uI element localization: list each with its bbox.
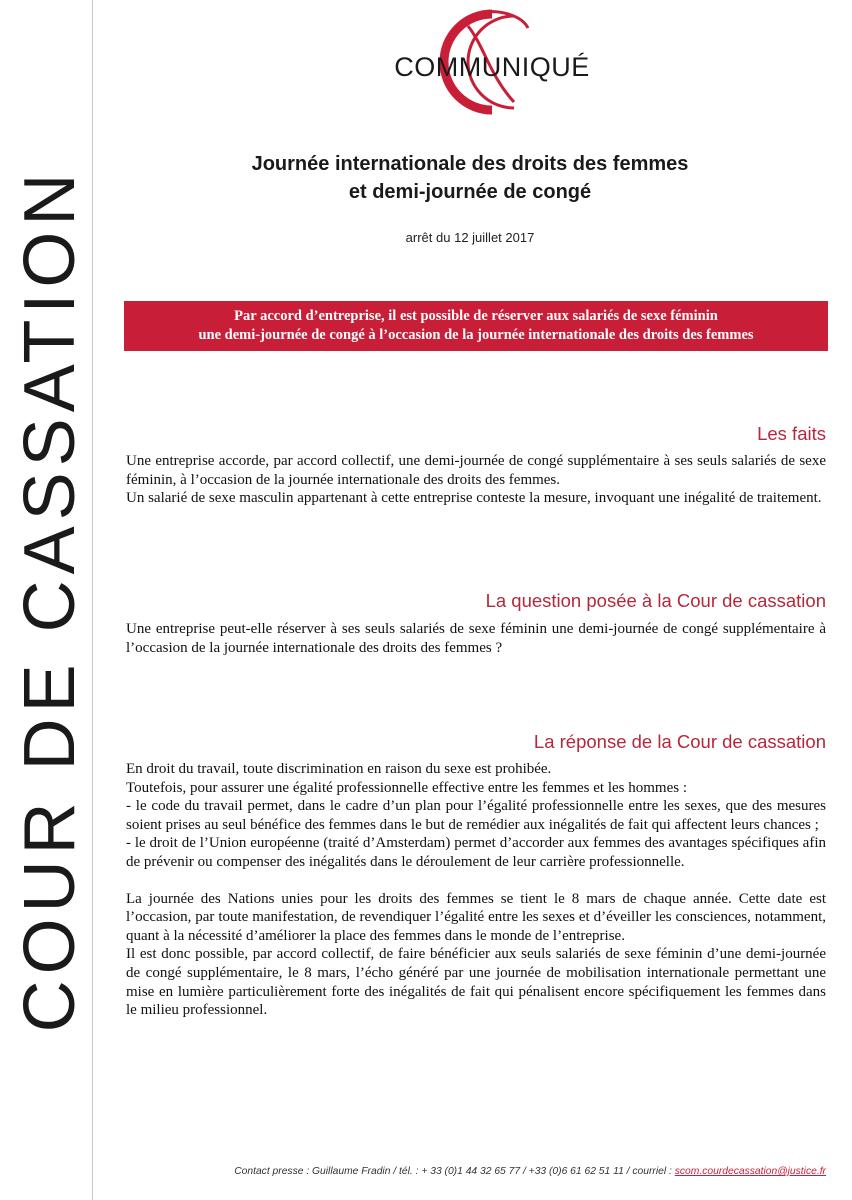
faits-paragraph-2: Un salarié de sexe masculin appartenant à cette entreprise conteste la mesure, invoquant une inégalité de traitement. [126,490,822,507]
communique-logo [372,6,612,116]
faits-paragraph-1: Une entreprise accorde, par accord collectif, une demi-journée de congé supplémentaire à ses seuls salariés de sexe féminin, à l’occasion de la journée internationale des droits des femmes. [126,453,826,488]
banner-line-2: une demi-journée de congé à l’occasion de la journée internationale des droits des femmes [198,327,754,343]
heading-question: La question posée à la Cour de cassation [485,590,826,611]
reponse-paragraph-5: La journée des Nations unies pour les droits des femmes se tient le 8 mars de chaque année. Cette date est l’occasion, par toute manifestation, de revendiquer l’égalité entre les sexes et d’éveiller les consciences, notamment, quant à la nécessité d’améliorer la place des femmes dans le monde de l’entreprise. [126,890,826,944]
faits-body [126,452,826,508]
press-email-link[interactable]: scom.courdecassation@justice.fr [674,1166,826,1177]
reponse-paragraph-2: Toutefois, pour assurer une égalité professionnelle effective entre les femmes et les hommes : [126,779,687,796]
page-title [170,150,770,206]
banner-line-1: Par accord d’entreprise, il est possible de réserver aux salariés de sexe féminin [234,308,718,324]
reponse-paragraph-6: Il est donc possible, par accord collectif, de faire bénéficier aux seuls salariés de sexe féminin d’une demi-journée de congé supplémentaire, le 8 mars, l’écho généré par une journée de mobilisation internationale permettant une mise en lumière particulièrement forte des inégalités de fait qui pénalisent encore spécifiquement les femmes dans le milieu professionnel. [126,946,826,1019]
vertical-title: COUR DE CASSATION [10,167,90,1033]
left-sidebar [0,0,93,1200]
title-line-1: Journée internationale des droits des femmes [251,153,689,175]
reponse-paragraph-4: - le droit de l’Union européenne (traité d’Amsterdam) permet d’accorder aux femmes des avantages spécifiques afin de prévenir ou compenser des inégalités dans le déroulement de leur carrière professionnelle. [126,835,826,870]
press-contact-footer [200,1166,826,1177]
paragraph-gap [126,872,826,890]
reponse-paragraph-1: En droit du travail, toute discrimination en raison du sexe est prohibée. [126,761,552,777]
title-line-2: et demi-journée de congé [348,181,592,203]
heading-reponse: La réponse de la Cour de cassation [533,731,826,752]
summary-banner [124,301,828,351]
press-contact-text: Contact presse : Guillaume Fradin / tél. : + 33 (0)1 44 32 65 77 / +33 (0)6 61 62 51 11 / courriel : [234,1166,675,1177]
logo-word: COMMUNIQUÉ [394,52,590,82]
reponse-body [126,760,826,1020]
reponse-paragraph-3: - le code du travail permet, dans le cadre d’un plan pour l’égalité professionnelle entre les sexes, que des mesures soient prises au seul bénéfice des femmes dans le but de remédier aux inégalités de fait qui affectent leurs chances ; [126,798,826,833]
question-body [126,620,826,657]
question-paragraph-1: Une entreprise peut-elle réserver à ses seuls salariés de sexe féminin une demi-journée de congé supplémentaire à l’occasion de la journée internationale des droits des femmes ? [126,621,826,656]
heading-les-faits: Les faits [757,423,826,444]
decision-date: arrêt du 12 juillet 2017 [405,230,535,245]
